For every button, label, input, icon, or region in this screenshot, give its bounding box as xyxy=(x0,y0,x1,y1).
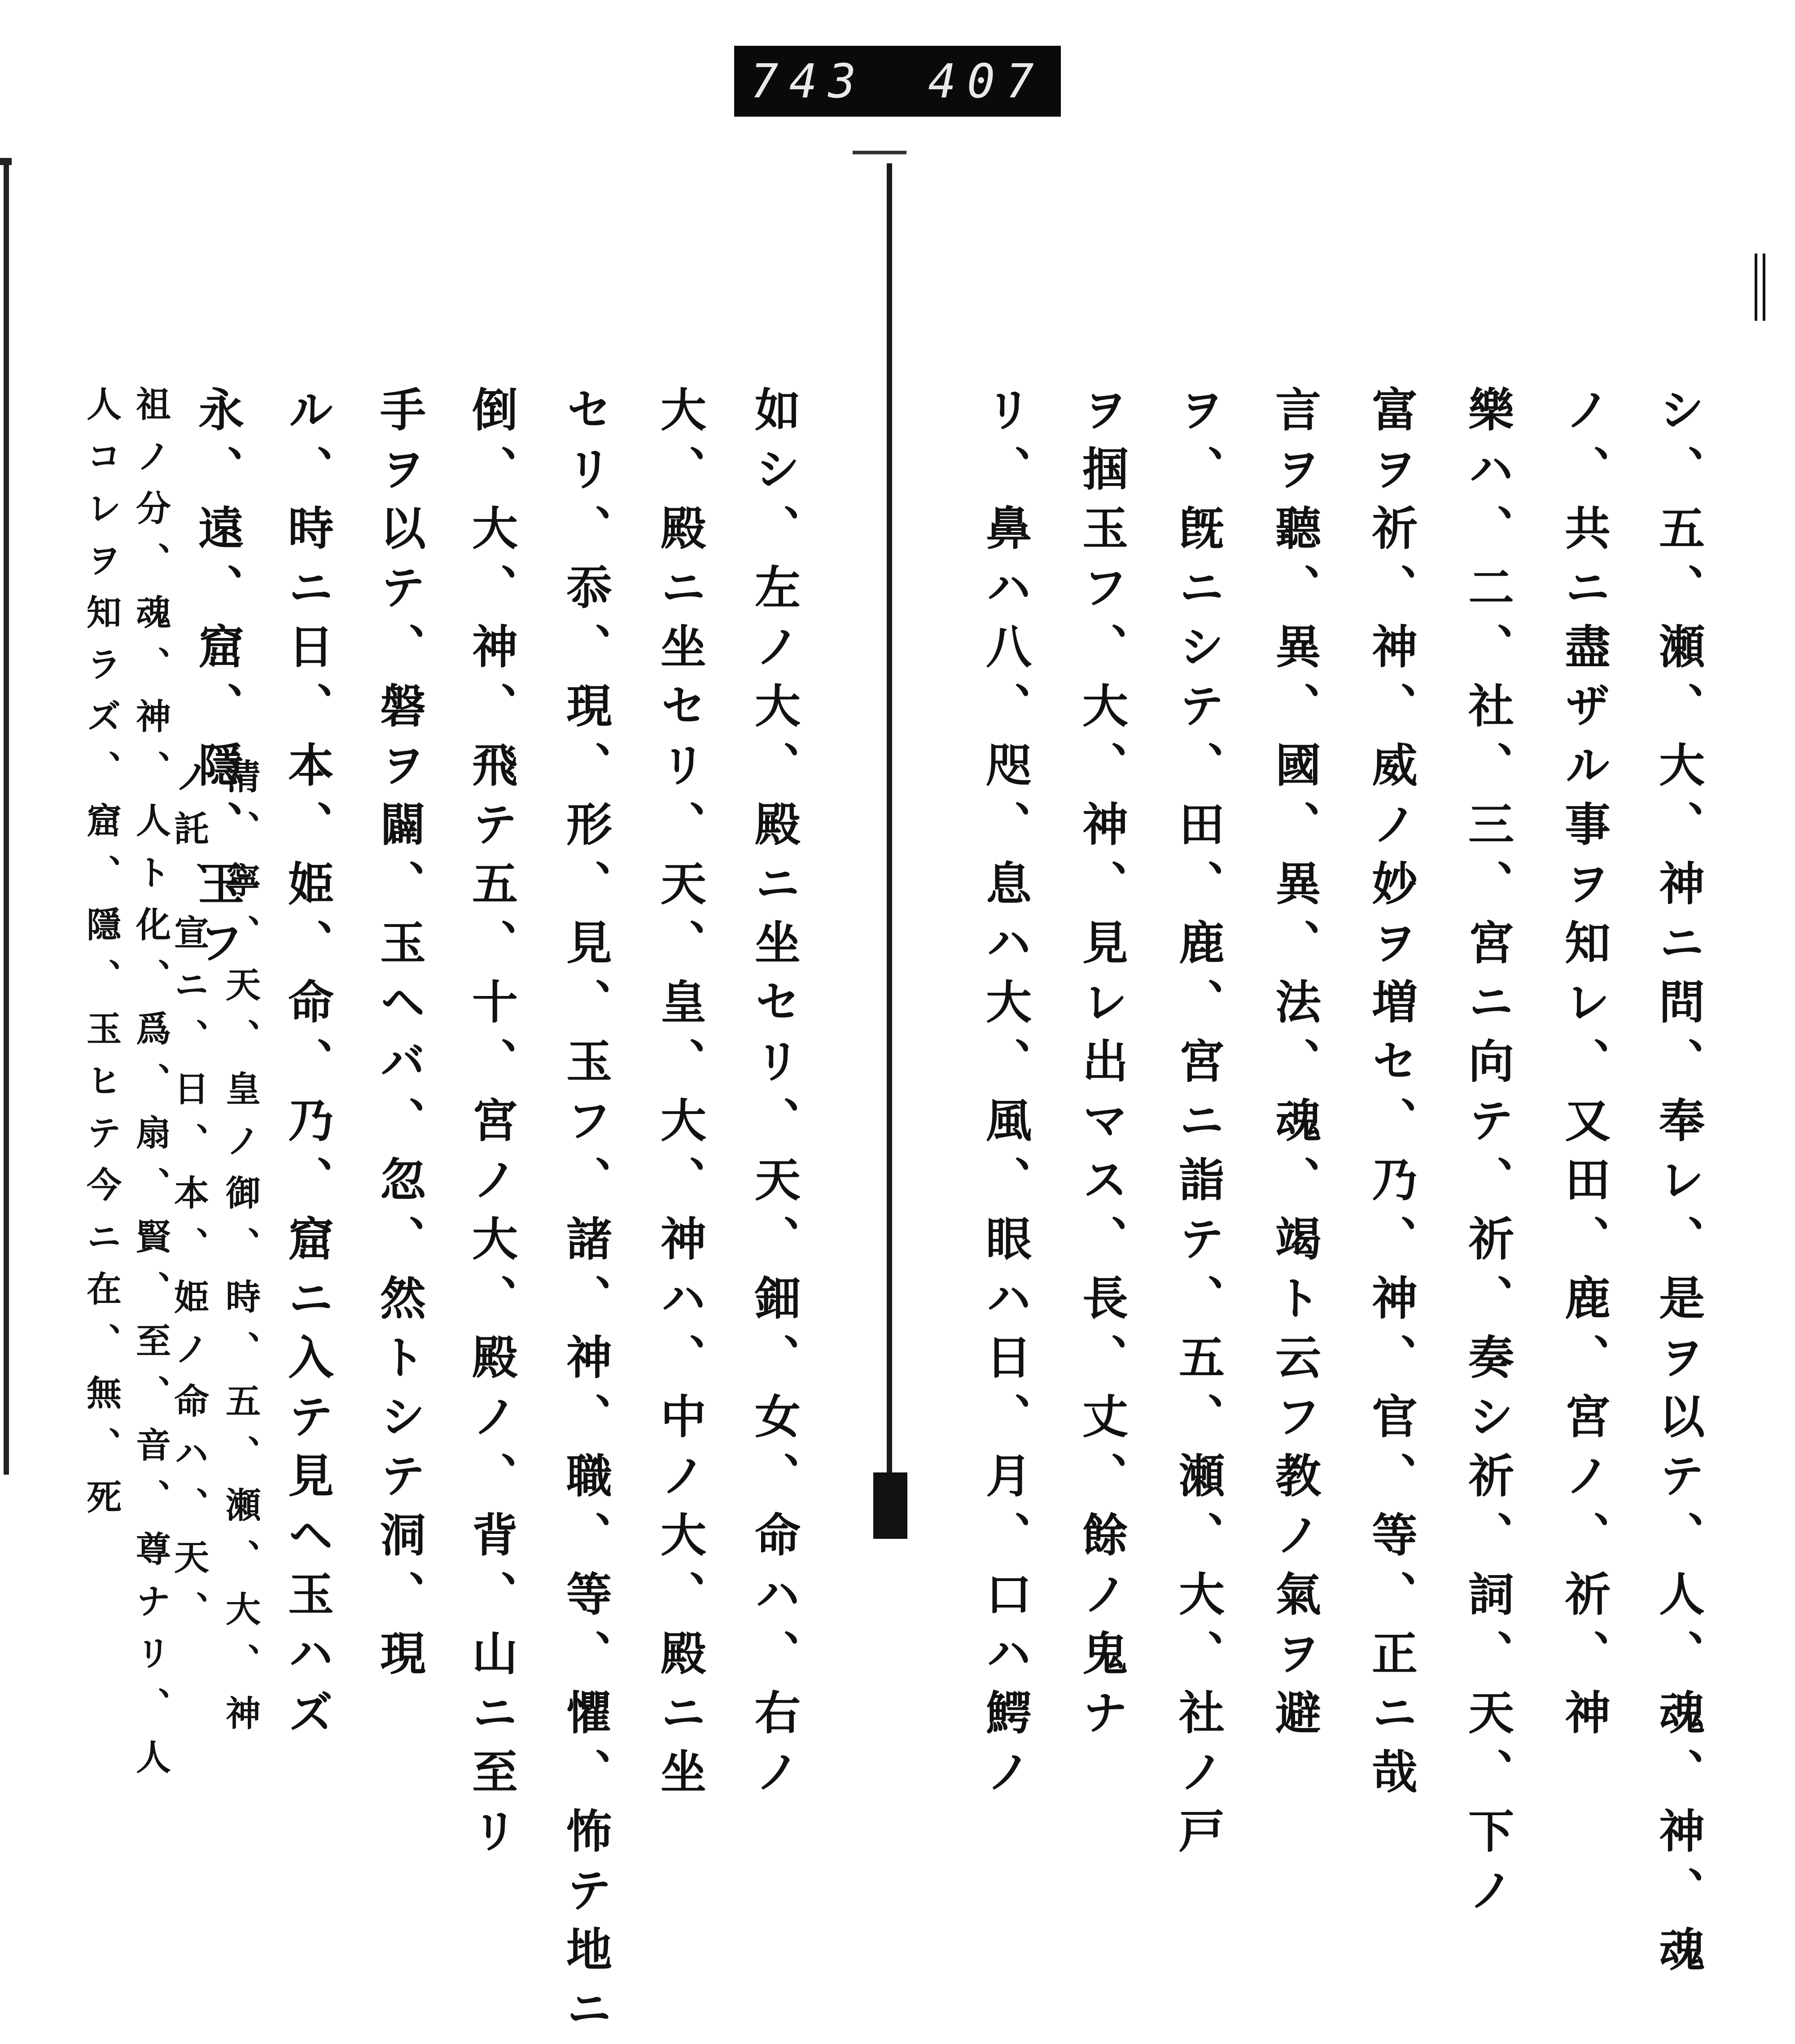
left-page-column: 手ヲ以テ、磐ヲ闢、玉ヘバ、忽、然トシテ洞、現 xyxy=(372,386,426,1689)
left-page-note-column: 祖ノ分、魂、神、人ト化、爲、扇、賢、至、音、尊ナリ、人 xyxy=(130,386,171,1791)
left-page-column: 如シ、左ノ大、殿ニ坐セリ、天、鈿、女、命ハ、右ノ xyxy=(747,386,801,1807)
right-edge-marks xyxy=(1755,253,1765,321)
left-page-column: 永、遠、窟、隱、玉フ xyxy=(191,386,245,978)
left-page-column: ル、時ニ日、本、姫、命、乃、窟ニ入テ見ヘ玉ハズ xyxy=(280,386,334,1748)
right-page-column: ヲ掴玉フ、大、神、見レ出マス、長、丈、餘ノ鬼ナ xyxy=(1075,386,1129,1748)
counter-left-number: 743 xyxy=(750,54,867,109)
left-page-column: 倒、大、神、飛テ五、十、宮ノ大、殿ノ、背、山ニ至リ xyxy=(464,386,518,1866)
right-page-column: リ、鼻ハ八、咫、息ハ大、風、眼ハ日、月、口ハ鰐ノ xyxy=(978,386,1032,1807)
right-page-column: 富ヲ祈、神、威ノ妙ヲ増セ、乃、神、官、等、正ニ哉 xyxy=(1364,386,1418,1807)
right-page-column: ノ、共ニ盡ザル事ヲ知レ、又田、鹿、宮ノ、祈、神 xyxy=(1557,386,1611,1748)
book-spine-top xyxy=(853,151,906,154)
left-page-note-column: ノ託、宣ニ、日、本、姫ノ命ハ、天、 xyxy=(168,758,209,1643)
page-counter xyxy=(734,46,1061,117)
left-page-column: セリ、忝、現、形、見、玉フ、諸、神、職、等、懼、怖テ地ニ xyxy=(559,386,613,2044)
counter-right-number: 407 xyxy=(928,54,1045,109)
left-page-note-column: 清、寧、天、皇ノ御、時、五、瀬、大、神 xyxy=(220,758,261,1747)
left-page-column: 大、殿ニ坐セリ、天、皇、大、神ハ、中ノ大、殿ニ坐 xyxy=(653,386,707,1807)
left-page-note-column: 人コレヲ知ラズ、窟、隱、玉ヒテ今ニ在、無、死 xyxy=(81,386,122,1531)
right-page-column: シ、五、瀬、大、神ニ問、奉レ、是ヲ以テ、人、魂、神、魂 xyxy=(1651,386,1705,1985)
book-spine xyxy=(887,163,892,1474)
right-page-column: 言ヲ聽、異、國、異、法、魂、竭ト云フ教ノ氣ヲ避 xyxy=(1268,386,1322,1748)
book-spine-block xyxy=(873,1472,907,1539)
left-page-edge xyxy=(4,158,9,1475)
right-page-column: ヲ、旣ニシテ、田、鹿、宮ニ詣テ、五、瀬、大、社ノ戸 xyxy=(1171,386,1225,1866)
left-page-edge-cap xyxy=(0,158,12,165)
right-page-column: 樂ハ、二、社、三、宮ニ向テ、祈、奏シ祈、詞、天、下ノ xyxy=(1461,386,1515,1926)
